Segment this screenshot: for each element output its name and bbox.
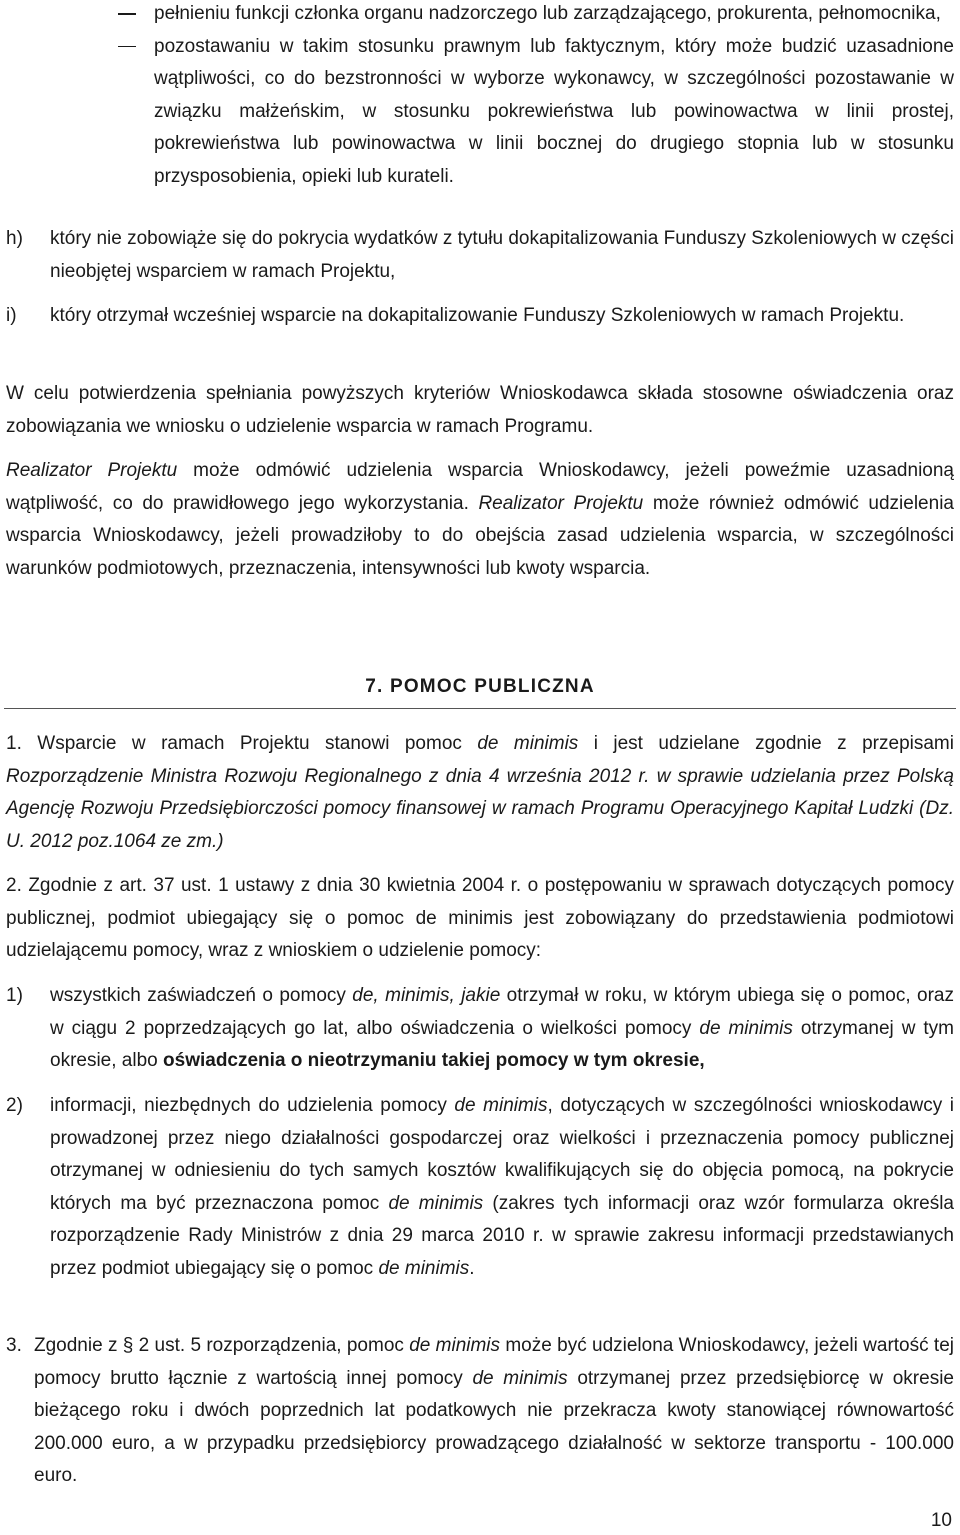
- italic-run: de, minimis, jakie: [352, 985, 501, 1006]
- item-text: [34, 1330, 954, 1493]
- point-1: [6, 728, 954, 858]
- text-run: 1. Wsparcie w ramach Projektu stanowi pomoc: [6, 733, 478, 754]
- list-item-text: pozostawaniu w takim stosunku prawnym lub faktycznym, który może budzić uzasadnione wątpliwości, co do bezstronności w wyborze wykonawcy, w szczególności pozostawanie w związku małżeńskim, w stosunku pokrewieństwa lub powinowactwa w linii prostej, pokrewieństwa lub powinowactwa w linii bocznej do drugiego stopnia lub w stosunku przysposobienia, opieki lub kurateli.: [154, 35, 954, 187]
- bold-run: oświadczenia o nieotrzymaniu takiej pomocy w tym okresie,: [163, 1050, 705, 1071]
- text-run: może odmówić udzielenia wsparcia Wnioskodawcy, jeżeli poweźmie uzasadnioną wątpliwość, co do prawidłowego jego wykorzystania.: [6, 460, 954, 514]
- text-run: otrzymał w roku, w którym ubiega się o pomoc, oraz w ciągu 2 poprzedzających go lat, albo oświadczenia o wielkości pomocy: [50, 985, 954, 1039]
- text-run: może również odmówić udzielenia wsparcia Wnioskodawcy, jeżeli prowadziłoby to do obejścia zasad udzielenia wsparcia, w szczególności warunków podmiotowych, przeznaczenia, intensywności lub kwoty wsparcia.: [6, 492, 954, 579]
- de-minimis-term: de minimis: [477, 733, 579, 754]
- realizator-term: Realizator Projektu: [6, 460, 178, 481]
- text-run: otrzymanej przez przedsiębiorcę w okresie bieżącego roku i dwóch poprzednich lat podatkowych nie przekracza kwoty stanowiącej równowartość 200.000 euro, a w przypadku przedsiębiorcy prowadzącego działalność w sektorze transportu - 100.000 euro.: [34, 1367, 954, 1486]
- point-2: 2. Zgodnie z art. 37 ust. 1 ustawy z dnia 30 kwietnia 2004 r. o postępowaniu w sprawach dotyczących pomocy publicznej, podmiot ubiegający się o pomoc de minimis jest zobowiązany do przedstawienia podmiotowi udzielającemu pomocy, wraz z wnioskiem o udzielenie pomocy:: [6, 875, 954, 961]
- italic-run: de minimis: [454, 1095, 548, 1116]
- paragraph-confirmation: W celu potwierdzenia spełniania powyższych kryteriów Wnioskodawca składa stosowne oświadczenia oraz zobowiązania we wniosku o udzielenie wsparcia w ramach Programu.: [6, 383, 954, 437]
- item-marker: 2): [6, 1095, 23, 1116]
- sub-item-1: [6, 980, 954, 1078]
- item-text: który nie zobowiąże się do pokrycia wydatków z tytułu dokapitalizowania Funduszy Szkoleniowych w części nieobjętej wsparciem w ramach Projektu,: [50, 228, 954, 282]
- text-run: (zakres tych informacji oraz wzór formularza określa rozporządzenie Rady Ministrów z dnia 29 marca 2010 r. w sprawie zakresu informacji przedstawianych przez podmiot ubiegający się o pomoc: [50, 1192, 954, 1279]
- item-text: który otrzymał wcześniej wsparcie na dokapitalizowanie Funduszy Szkoleniowych w ramach Projektu.: [50, 305, 905, 326]
- point-3: [6, 1330, 954, 1493]
- page-number: 10: [930, 1510, 952, 1531]
- regulation-title: Rozporządzenie Ministra Rozwoju Regionalnego z dnia 4 września 2012 r. w sprawie udzielania przez Polską Agencję Rozwoju Przedsiębiorczości pomocy finansowej w ramach Programu Operacyjnego Kapitał Ludzki (Dz. U. 2012 poz.1064 ze zm.): [6, 765, 954, 852]
- item-marker: 1): [6, 985, 23, 1006]
- realizator-term: Realizator Projektu: [478, 492, 644, 514]
- text-run: może być udzielona Wnioskodawcy, jeżeli wartość tej pomocy brutto łącznie z wartością innej pomocy: [34, 1335, 954, 1389]
- text-run: , dotyczących w szczególności wnioskodawcy i prowadzonej przez niego działalności gospodarczej oraz wielkości i przeznaczenia pomocy publicznej otrzymanej w odniesieniu do tych samych kosztów kwalifikujących się do objęcia pomocą, na pokrycie których ma być przeznaczona pomoc: [50, 1095, 954, 1214]
- list-item: [154, 31, 954, 194]
- list-item-text: pełnieniu funkcji członka organu nadzorczego lub zarządzającego, prokurenta, pełnomocnika,: [154, 3, 941, 24]
- italic-run: de minimis: [378, 1257, 470, 1279]
- list-item: [154, 0, 954, 31]
- item-text: [50, 1090, 954, 1285]
- item-marker: h): [6, 228, 23, 249]
- text-run: wszystkich zaświadczeń o pomocy: [50, 985, 353, 1006]
- dash-list: [154, 0, 954, 193]
- italic-run: de minimis: [699, 1017, 793, 1039]
- text-run: otrzymanej w tym okresie, albo: [50, 1017, 954, 1071]
- text-run: i jest udzielane zgodnie z przepisami: [578, 733, 954, 754]
- item-marker: i): [6, 305, 17, 326]
- italic-run: de minimis: [388, 1192, 484, 1214]
- text-run: Zgodnie z § 2 ust. 5 rozporządzenia, pomoc: [34, 1335, 410, 1356]
- letter-item-h: [6, 223, 954, 288]
- item-marker: 3.: [6, 1335, 22, 1356]
- paragraph-refusal: [6, 455, 954, 585]
- item-text: [50, 980, 954, 1078]
- text-run: .: [469, 1257, 475, 1279]
- text-run: informacji, niezbędnych do udzielenia pomocy: [50, 1095, 455, 1116]
- italic-run: de minimis: [409, 1335, 501, 1356]
- heading-underline: [4, 708, 956, 709]
- section-heading: 7. POMOC PUBLICZNA: [365, 676, 595, 697]
- sub-item-2: [6, 1090, 954, 1285]
- letter-item-i: [6, 300, 954, 333]
- italic-run: de minimis: [472, 1367, 568, 1389]
